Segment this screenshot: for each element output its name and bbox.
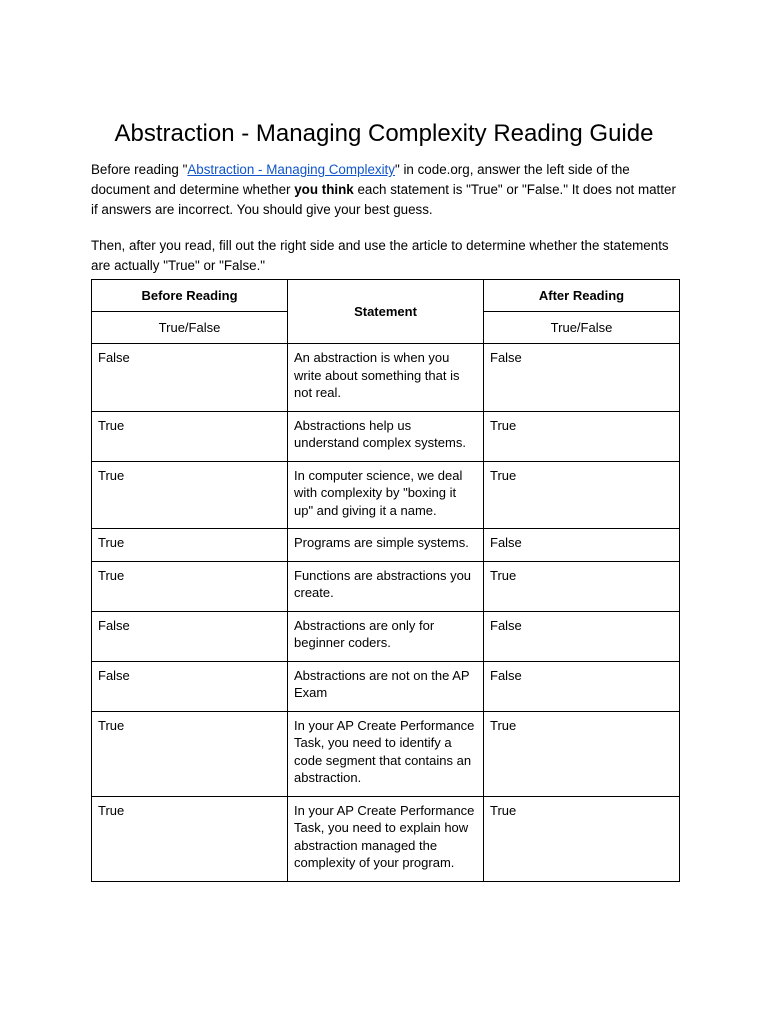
- table-row: [92, 611, 680, 661]
- intro-text-end: each statement is "True" or "False." It does not matter if answers are incorrect. You should give your best guess.: [91, 182, 676, 217]
- header-after-reading: After Reading: [484, 280, 680, 312]
- statement-cell: Programs are simple systems.: [288, 529, 484, 562]
- intro-text-start: Before reading ": [91, 162, 188, 177]
- statement-cell: In your AP Create Performance Task, you need to explain how abstraction managed the complexity of your program.: [288, 796, 484, 881]
- after-answer-cell[interactable]: True: [484, 411, 680, 461]
- article-link[interactable]: Abstraction - Managing Complexity: [187, 162, 395, 177]
- intro-paragraph: [91, 160, 681, 220]
- after-answer-cell[interactable]: True: [484, 561, 680, 611]
- page-title: Abstraction - Managing Complexity Reading Guide: [114, 120, 654, 147]
- intro-bold-text: you think: [294, 182, 354, 197]
- before-answer-cell[interactable]: True: [92, 561, 288, 611]
- before-answer-cell[interactable]: False: [92, 661, 288, 711]
- header-statement: Statement: [288, 280, 484, 344]
- statement-cell: Abstractions help us understand complex systems.: [288, 411, 484, 461]
- subheader-before-true-false: True/False: [92, 312, 288, 344]
- statement-cell: Functions are abstractions you create.: [288, 561, 484, 611]
- intro-text-middle: " in code.org, answer the left side of the document and determine whether: [91, 162, 630, 197]
- statement-cell: In computer science, we deal with complexity by "boxing it up" and giving it a name.: [288, 461, 484, 529]
- table-row: [92, 461, 680, 529]
- after-answer-cell[interactable]: True: [484, 711, 680, 796]
- statement-cell: An abstraction is when you write about something that is not real.: [288, 344, 484, 412]
- reading-guide-table: [91, 279, 680, 882]
- statement-cell: Abstractions are not on the AP Exam: [288, 661, 484, 711]
- after-answer-cell[interactable]: False: [484, 344, 680, 412]
- header-row: [92, 280, 680, 312]
- after-answer-cell[interactable]: False: [484, 611, 680, 661]
- before-answer-cell[interactable]: True: [92, 529, 288, 562]
- before-answer-cell[interactable]: True: [92, 461, 288, 529]
- after-answer-cell[interactable]: False: [484, 529, 680, 562]
- table-row: [92, 796, 680, 881]
- table-row: [92, 561, 680, 611]
- statement-cell: In your AP Create Performance Task, you need to identify a code segment that contains an abstraction.: [288, 711, 484, 796]
- table-row: [92, 411, 680, 461]
- before-answer-cell[interactable]: True: [92, 711, 288, 796]
- table-row: [92, 711, 680, 796]
- after-answer-cell[interactable]: True: [484, 461, 680, 529]
- instructions-paragraph: Then, after you read, fill out the right side and use the article to determine whether the statements are actually "True" or "False.": [91, 238, 669, 273]
- before-answer-cell[interactable]: False: [92, 611, 288, 661]
- statement-cell: Abstractions are only for beginner coders.: [288, 611, 484, 661]
- before-answer-cell[interactable]: True: [92, 796, 288, 881]
- after-answer-cell[interactable]: True: [484, 796, 680, 881]
- table-row: [92, 529, 680, 562]
- header-before-reading: Before Reading: [92, 280, 288, 312]
- table-row: [92, 661, 680, 711]
- after-answer-cell[interactable]: False: [484, 661, 680, 711]
- before-answer-cell[interactable]: True: [92, 411, 288, 461]
- before-answer-cell[interactable]: False: [92, 344, 288, 412]
- table-row: [92, 344, 680, 412]
- subheader-after-true-false: True/False: [484, 312, 680, 344]
